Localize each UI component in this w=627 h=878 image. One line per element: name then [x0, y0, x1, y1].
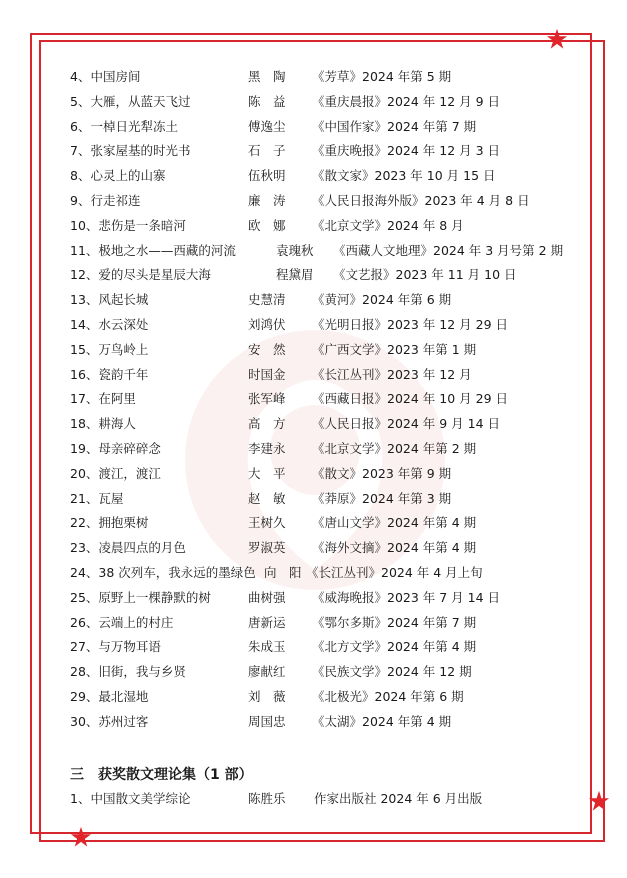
entry-source: 《光明日报》2023 年 12 月 29 日	[312, 317, 508, 332]
entry-source: 《北极光》2024 年第 6 期	[312, 689, 464, 704]
entry-index: 17、	[70, 391, 99, 407]
entry-source: 《人民日报》2024 年 9 月 14 日	[312, 416, 501, 432]
entry-source: 《长江丛刊》2024 年 4 月上旬	[306, 565, 483, 580]
entry-source: 《民族文学》2024 年 12 期	[312, 664, 472, 680]
entry-author: 安 然	[248, 341, 286, 357]
entry-author: 曲树强	[248, 589, 286, 605]
entry-index: 9、	[70, 193, 91, 208]
entry-title-text: 38 次列车，我永远的墨绿色	[98, 565, 256, 580]
entry-index: 12、	[70, 267, 99, 283]
entry-source: 《海外文摘》2024 年第 4 期	[312, 540, 477, 556]
entry-author: 刘鸿伏	[248, 317, 286, 332]
entry-source: 《鄂尔多斯》2024 年第 7 期	[312, 614, 477, 630]
entry-index: 16、	[70, 366, 99, 382]
entry-source: 《文艺报》2023 年 11 月 10 日	[333, 267, 517, 283]
entry-author: 廉 涛	[248, 193, 286, 208]
entry-author: 黑 陶	[248, 69, 286, 84]
entry-title	[70, 787, 190, 811]
entry-source: 《芳草》2024 年第 5 期	[312, 69, 452, 84]
entry-title-text: 一棹日光犁冻土	[90, 118, 178, 134]
entry-index: 25、	[70, 589, 99, 605]
entry-source: 《西藏人文地理》2024 年 3 月号第 2 期	[333, 242, 564, 258]
entry-author: 刘 薇	[248, 689, 286, 704]
entry-index: 5、	[70, 93, 91, 109]
entry-title-text: 云端上的村庄	[98, 614, 174, 630]
entry-index: 24、	[70, 565, 99, 580]
entry-source: 《人民日报海外版》2023 年 4 月 8 日	[312, 193, 530, 208]
entry-index: 14、	[70, 317, 99, 332]
entry-title-text: 拥抱栗树	[98, 515, 149, 531]
entry-author: 陈 益	[248, 93, 286, 109]
entry-author: 程黛眉	[276, 267, 314, 283]
entry-title-text: 爱的尽头是星辰大海	[98, 267, 211, 283]
entry-source: 《重庆晚报》2024 年 12 月 3 日	[312, 143, 501, 159]
entry-author: 史慧清	[248, 292, 286, 308]
entry-author: 罗淑英	[248, 540, 286, 556]
entry-index: 19、	[70, 441, 99, 456]
entry-index: 28、	[70, 664, 99, 680]
entry-index: 1、	[70, 791, 91, 806]
entry-author: 袁瑰秋	[276, 242, 314, 258]
entry-title-text: 大雁，从蓝天飞过	[90, 93, 191, 109]
section-heading: 三 获奖散文理论集（1 部）	[70, 767, 253, 783]
entry-index: 15、	[70, 341, 99, 357]
entry-title-text: 水云深处	[98, 317, 149, 332]
entry-title-text: 中国散文美学综论	[90, 791, 191, 806]
entry-index: 18、	[70, 416, 99, 432]
entry-source: 《北京文学》2024 年第 2 期	[312, 441, 477, 456]
entry-title-text: 最北湿地	[98, 689, 149, 704]
entry-index: 26、	[70, 614, 99, 630]
entry-index: 6、	[70, 118, 91, 134]
entry-author: 陈胜乐	[248, 791, 286, 806]
entry-author: 时国金	[248, 366, 286, 382]
entry-title-text: 在阿里	[98, 391, 136, 407]
entry-index: 13、	[70, 292, 99, 308]
entry-index: 30、	[70, 713, 99, 729]
entry-index: 27、	[70, 639, 99, 655]
entry-index: 11、	[70, 242, 99, 258]
entry-title-text: 风起长城	[98, 292, 149, 308]
entry-author: 李建永	[248, 441, 286, 456]
entry-author: 朱成玉	[248, 639, 286, 655]
entry-source: 《北方文学》2024 年第 4 期	[312, 639, 477, 655]
entry-author: 伍秋明	[248, 168, 286, 184]
entry-title-text: 心灵上的山寨	[90, 168, 166, 184]
entry-index: 8、	[70, 168, 91, 184]
entry-source: 作家出版社 2024 年 6 月出版	[314, 791, 483, 806]
entry-title-text: 行走祁连	[90, 193, 141, 208]
entry-source: 《长江丛刊》2023 年 12 月	[312, 366, 472, 382]
entry-title-text: 旧街，我与乡贤	[98, 664, 186, 680]
entry-source: 《散文》2023 年第 9 期	[312, 465, 452, 481]
entry-source: 《重庆晨报》2024 年 12 月 9 日	[312, 93, 501, 109]
entry-source: 《北京文学》2024 年 8 月	[312, 217, 464, 233]
entry-author: 向 阳	[264, 565, 302, 580]
entry-source: 《唐山文学》2024 年第 4 期	[312, 515, 477, 531]
entry-source: 《中国作家》2024 年第 7 期	[312, 118, 477, 134]
list-item	[0, 787, 627, 811]
entry-author: 王树久	[248, 515, 286, 531]
entry-author: 大 平	[248, 465, 286, 481]
entry-title-text: 瓦屋	[98, 490, 124, 506]
entry-index: 7、	[70, 143, 91, 159]
entry-index: 20、	[70, 465, 99, 481]
entry-title-text: 瓷韵千年	[98, 366, 149, 382]
entry-title-text: 原野上一棵静默的树	[98, 589, 211, 605]
entry-source: 《广西文学》2023 年第 1 期	[312, 341, 477, 357]
entry-author: 周国忠	[248, 713, 286, 729]
entry-source: 《威海晚报》2023 年 7 月 14 日	[312, 589, 501, 605]
entry-author: 唐新运	[248, 614, 286, 630]
entry-title-text: 苏州过客	[98, 713, 149, 729]
entry-title-text: 耕海人	[98, 416, 136, 432]
entry-source: 《太湖》2024 年第 4 期	[312, 713, 452, 729]
entry-title-text: 母亲碎碎念	[98, 441, 161, 456]
entry-title-text: 与万物耳语	[98, 639, 161, 655]
entry-source: 《散文家》2023 年 10 月 15 日	[312, 168, 496, 184]
entry-title-text: 张家屋基的时光书	[90, 143, 191, 159]
entry-index: 23、	[70, 540, 99, 556]
entry-author: 张军峰	[248, 391, 286, 407]
entry-index: 21、	[70, 490, 99, 506]
entry-index: 22、	[70, 515, 99, 531]
entry-index: 4、	[70, 69, 91, 84]
entry-source: 《西藏日报》2024 年 10 月 29 日	[312, 391, 508, 407]
entry-title-text: 极地之水——西藏的河流	[98, 242, 236, 258]
entry-source: 《黄河》2024 年第 6 期	[312, 292, 452, 308]
entry-author: 赵 敏	[248, 490, 286, 506]
entry-title-text: 凌晨四点的月色	[98, 540, 186, 556]
entry-title-text: 渡江，渡江	[98, 465, 161, 481]
entry-title-text: 悲伤是一条暗河	[98, 217, 186, 233]
entry-source: 《莽原》2024 年第 3 期	[312, 490, 452, 506]
entry-author: 欧 娜	[248, 217, 286, 233]
entry-title-text: 万鸟岭上	[98, 341, 149, 357]
entry-title-text: 中国房间	[90, 69, 141, 84]
entry-index: 29、	[70, 689, 99, 704]
entry-author: 廖献红	[248, 664, 286, 680]
entry-author: 傅逸尘	[248, 118, 286, 134]
entry-author: 石 子	[248, 143, 286, 159]
entry-index: 10、	[70, 217, 99, 233]
entry-author: 高 方	[248, 416, 286, 432]
